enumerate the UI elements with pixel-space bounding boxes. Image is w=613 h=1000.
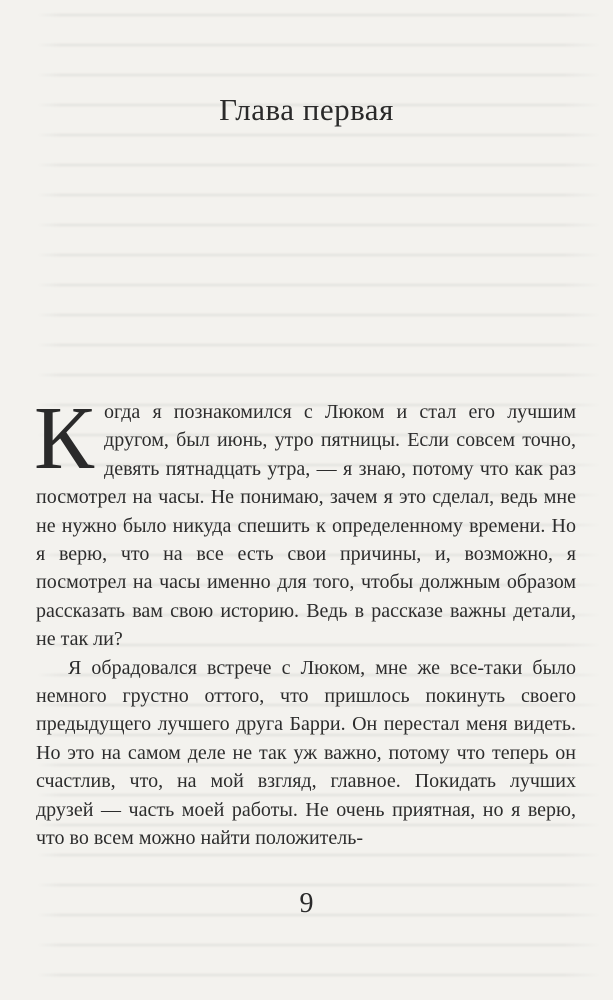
paragraph-2: Я обрадовался встрече с Люком, мне же все-таки было немного грустно оттого, что пришлось покинуть своего предыдущего лучшего друга Барри. Он перестал меня видеть. Но это на самом деле не так уж важно, потому что теперь он счастлив, что, на мой взгляд, главное. Покидать лучших друзей — часть моей работы. Не очень приятная, но я верю, что во всем можно найти положитель- [36, 656, 576, 850]
page-number: 9 [299, 888, 314, 919]
body-text [34, 389, 576, 853]
paragraph-1 [34, 389, 576, 654]
drop-cap: К [34, 389, 95, 488]
chapter-title: Глава первая [219, 92, 394, 127]
paragraph-1-text: огда я познакомился с Люком и стал его лучшим другом, был июнь, утро пятницы. Если совсем точно, девять пятнадцать утра, — я знаю, потому что как раз посмотрел на часы. Не понимаю, зачем я это сделал, ведь мне не нужно было никуда спешить к определенному времени. Но я верю, что на все есть свои причины, и, возможно, я посмотрел на часы именно для того, чтобы должным образом рассказать вам свою историю. Ведь в рассказе важны детали, не так ли? [36, 401, 576, 651]
